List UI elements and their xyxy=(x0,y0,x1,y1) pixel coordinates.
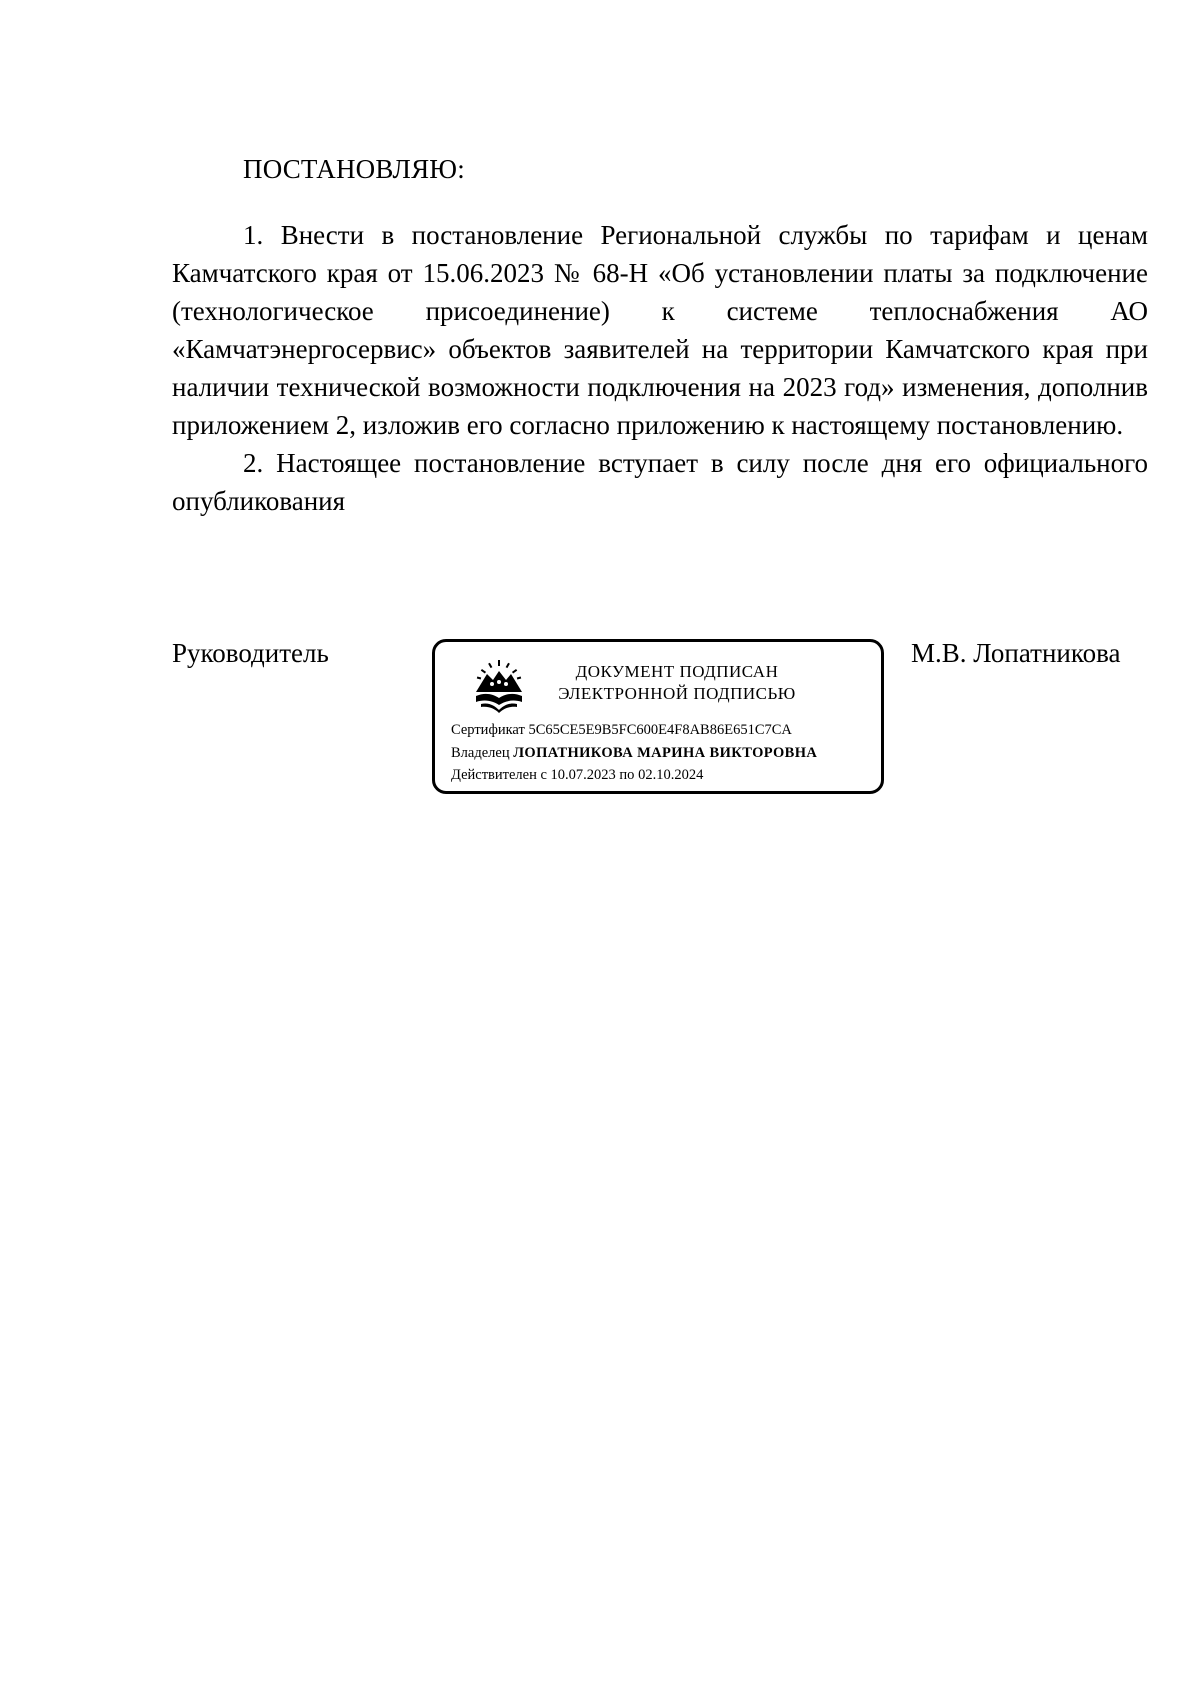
owner-value: ЛОПАТНИКОВА МАРИНА ВИКТОРОВНА xyxy=(513,745,818,761)
decree-body xyxy=(172,216,1148,520)
signatory-position: Руководитель xyxy=(172,638,329,668)
decree-paragraph-1: 1. Внести в постановление Региональной службы по тарифам и ценам Камчатского края от 15.06.2023 № 68-Н «Об установлении платы за подключение (технологическое присоединение) к системе теплоснабжения АО «Камчатэнергосервис» объектов заявителей на территории Камчатского края при наличии технической возможности подключения на 2023 год» изменения, дополнив приложением 2, изложив его согласно приложению к настоящему постановлению. xyxy=(172,220,1148,440)
valid-from-label: с xyxy=(540,767,547,783)
stamp-title-line-1: ДОКУМЕНТ ПОДПИСАН xyxy=(575,662,779,681)
electronic-signature-stamp xyxy=(432,639,884,794)
decree-paragraph-2: 2. Настоящее постановление вступает в силу после дня его официального опубликования xyxy=(172,448,1148,516)
signatory-name: М.В. Лопатникова xyxy=(911,638,1121,668)
valid-to-date: 02.10.2024 xyxy=(638,767,704,783)
valid-from-date: 10.07.2023 xyxy=(550,767,616,783)
certificate-label: Сертификат xyxy=(451,722,525,738)
owner-label: Владелец xyxy=(451,745,510,761)
decree-heading: ПОСТАНОВЛЯЮ: xyxy=(243,154,465,184)
kamchatka-coat-of-arms-icon xyxy=(473,660,525,714)
valid-label: Действителен xyxy=(451,767,537,783)
stamp-owner-line xyxy=(451,743,817,763)
stamp-validity-line xyxy=(451,765,703,785)
stamp-certificate-line xyxy=(451,720,792,740)
valid-to-label: по xyxy=(619,767,635,783)
stamp-title-line-2: ЭЛЕКТРОННОЙ ПОДПИСЬЮ xyxy=(558,684,796,703)
stamp-title xyxy=(537,661,817,705)
certificate-value: 5C65CE5E9B5FC600E4F8AB86E651C7CA xyxy=(528,722,792,738)
